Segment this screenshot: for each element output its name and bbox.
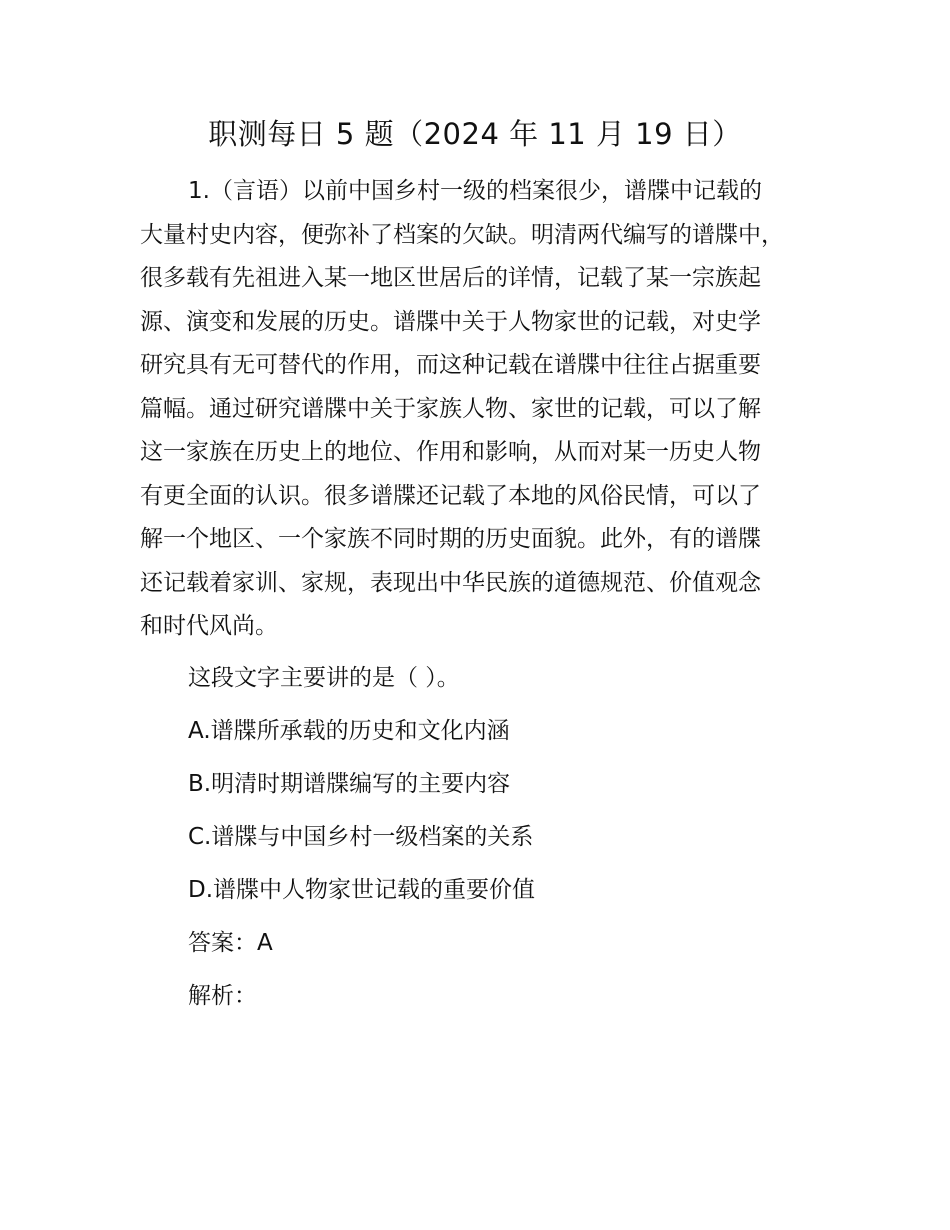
passage-line: 研究具有无可替代的作用，而这种记载在谱牒中往往占据重要: [140, 352, 761, 378]
passage-line: 和时代风尚。: [140, 613, 278, 639]
option-b: B.明清时期谱牒编写的主要内容: [188, 771, 511, 797]
option-d: D.谱牒中人物家世记载的重要价值: [188, 877, 536, 903]
passage-line: 大量村史内容，便弥补了档案的欠缺。明清两代编写的谱牒中，: [140, 221, 784, 248]
passage-line: 源、演变和发展的历史。谱牒中关于人物家世的记载，对史学: [140, 308, 761, 335]
passage-line: 有更全面的认识。很多谱牒还记载了本地的风俗民情，可以了: [140, 482, 761, 509]
answer-line: 答案：A: [188, 930, 273, 956]
question-passage: [140, 170, 840, 649]
question-prompt: 这段文字主要讲的是（ ）。: [188, 665, 460, 691]
passage-line: 这一家族在历史上的地位、作用和影响，从而对某一历史人物: [140, 439, 761, 465]
passage-line: 解一个地区、一个家族不同时期的历史面貌。此外，有的谱牒: [140, 526, 761, 552]
page-title: 职测每日 5 题（2024 年 11 月 19 日）: [208, 117, 742, 151]
analysis-label: 解析：: [188, 983, 257, 1009]
passage-line: 还记载着家训、家规，表现出中华民族的道德规范、价值观念: [140, 569, 761, 596]
option-c: C.谱牒与中国乡村一级档案的关系: [188, 824, 534, 850]
option-a: A.谱牒所承载的历史和文化内涵: [188, 718, 510, 744]
passage-line: 1.（言语）以前中国乡村一级的档案很少，谱牒中记载的: [188, 178, 762, 204]
passage-line: 很多载有先祖进入某一地区世居后的详情，记载了某一宗族起: [140, 265, 761, 291]
passage-line: 篇幅。通过研究谱牒中关于家族人物、家世的记载，可以了解: [140, 395, 761, 422]
